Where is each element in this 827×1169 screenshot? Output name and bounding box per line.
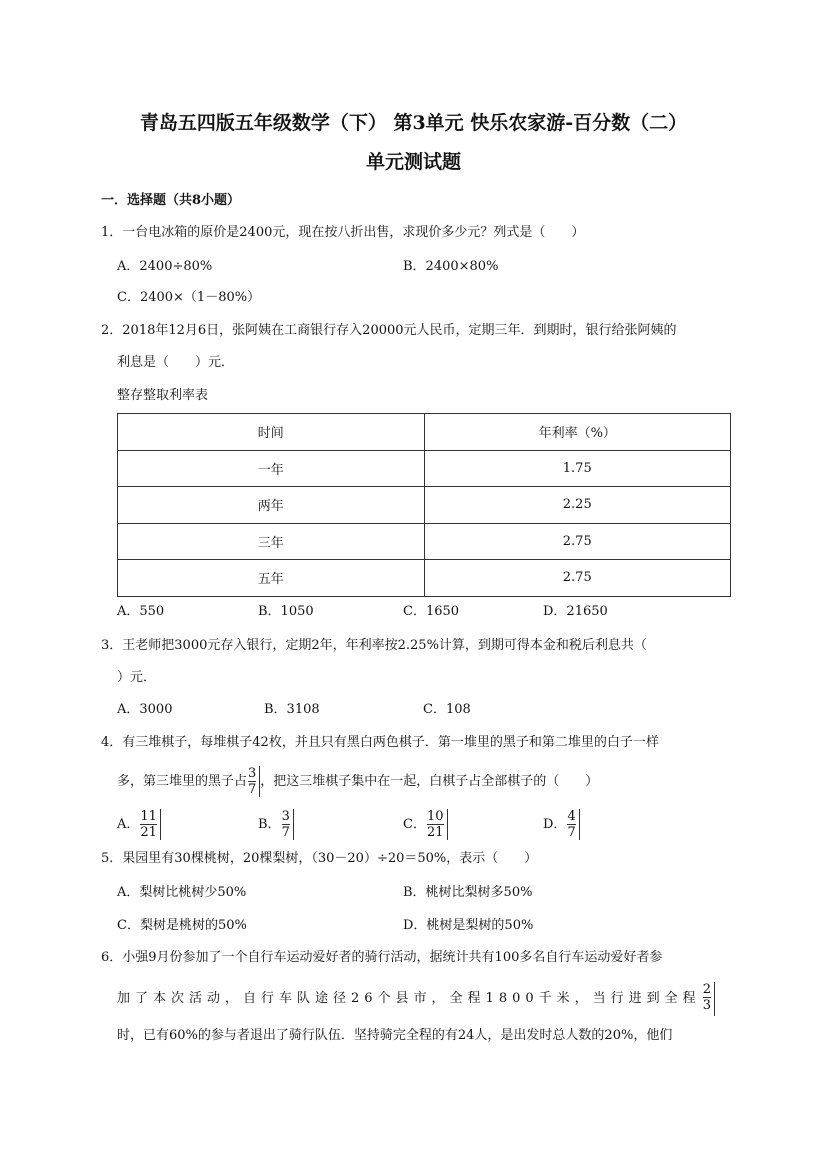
header-cell: 时间: [118, 414, 425, 451]
denominator: 3: [702, 998, 711, 1013]
question-text: 2018年12月6日，张阿姨在工商银行存入20000元人民币，定期三年．到期时，银行给张阿姨的: [122, 323, 677, 338]
rate-cell: 1.75: [424, 450, 731, 487]
question-text-cont: [117, 982, 715, 1016]
numerator: 4: [567, 809, 576, 824]
option-c[interactable]: C．2400×（1－80%）: [117, 290, 261, 305]
table-row: [118, 523, 731, 560]
question-5: [101, 850, 537, 868]
denominator: 7: [281, 825, 290, 840]
question-text: 有三堆棋子，每堆棋子42枚，并且只有黑白两色棋子．第一堆里的黑子和第二堆里的白子一样: [122, 735, 659, 750]
question-text: 一台电冰箱的原价是2400元，现在按八折出售，求现价多少元？列式是（ ）: [122, 225, 585, 240]
fraction: [702, 982, 715, 1016]
question-4: [101, 734, 659, 752]
question-number: 6．: [101, 950, 123, 965]
option-b[interactable]: B．2400×80%: [403, 259, 499, 274]
numerator: 2: [702, 982, 711, 997]
numerator: 3: [248, 766, 257, 781]
fraction: [566, 809, 579, 840]
table-row: [118, 487, 731, 524]
text-segment: 加了本次活动，自行车队途径26个县市，全程1800千米，当行进到全程: [117, 991, 701, 1006]
fraction: [281, 809, 294, 840]
denominator: 7: [248, 782, 257, 797]
option-c[interactable]: C．1650: [403, 604, 460, 619]
option-a[interactable]: A．3000: [117, 702, 173, 717]
question-text: 王老师把3000元存入银行，定期2年，年利率按2.25%计算，到期可得本金和税后利息共（: [122, 638, 647, 653]
option-d[interactable]: D．桃树是梨树的50%: [403, 918, 534, 933]
interest-rate-table: [117, 413, 731, 597]
denominator: 21: [426, 825, 444, 840]
term-cell: 三年: [118, 523, 425, 560]
option-c[interactable]: C．梨树是桃树的50%: [117, 918, 247, 933]
question-text: 小强9月份参加了一个自行车运动爱好者的骑行活动，据统计共有100多名自行车运动爱好者参: [122, 950, 663, 965]
option-a[interactable]: [117, 808, 161, 842]
option-b[interactable]: B．1050: [258, 604, 314, 619]
numerator: 10: [426, 809, 444, 824]
option-d[interactable]: [543, 808, 580, 842]
option-d[interactable]: D．21650: [543, 604, 608, 619]
term-cell: 两年: [118, 487, 425, 524]
fraction: [247, 766, 260, 797]
option-label: D．: [543, 817, 567, 832]
rate-cell: 2.75: [424, 560, 731, 597]
numerator: 3: [281, 809, 290, 824]
rate-cell: 2.25: [424, 487, 731, 524]
text-segment: 多，第三堆里的黑子占: [117, 774, 248, 789]
question-number: 2．: [101, 323, 123, 338]
doc-subtitle: 单元测试题: [365, 151, 461, 173]
question-text-cont: 时，已有60%的参与者退出了骑行队伍．坚持骑完全程的有24人，是出发时总人数的20%，他们: [117, 1028, 673, 1043]
question-6: [101, 949, 662, 967]
text-segment: ，把这三堆棋子集中在一起，白棋子占全部棋子的（ ）: [260, 774, 599, 789]
table-header-row: [118, 414, 731, 451]
denominator: 7: [567, 825, 576, 840]
option-label: C．: [403, 817, 426, 832]
option-label: A．: [117, 817, 140, 832]
fraction: [139, 809, 161, 840]
fraction: [426, 809, 448, 840]
question-text: 果园里有30棵桃树，20棵梨树，（30－20）÷20＝50%，表示（ ）: [122, 851, 538, 866]
option-c[interactable]: C．108: [423, 702, 471, 717]
question-2: [101, 322, 677, 340]
question-text-cont: ）元．: [117, 670, 157, 685]
table-row: [118, 560, 731, 597]
doc-title: 青岛五四版五年级数学（下） 第3单元 快乐农家游-百分数（二）: [139, 112, 688, 134]
option-label: B．: [258, 817, 281, 832]
question-number: 4．: [101, 735, 123, 750]
option-c[interactable]: [403, 808, 448, 842]
question-number: 1．: [101, 225, 123, 240]
question-number: 5．: [101, 851, 123, 866]
section-heading: 一．选择题（共8小题）: [101, 193, 241, 208]
question-text-cont: 利息是（ ）元．: [117, 355, 235, 370]
table-caption: 整存整取利率表: [117, 388, 209, 403]
term-cell: 一年: [118, 450, 425, 487]
option-a[interactable]: A．2400÷80%: [117, 259, 213, 274]
question-3: [101, 637, 647, 655]
table-row: [118, 450, 731, 487]
denominator: 21: [140, 825, 157, 840]
header-cell: 年利率（%）: [424, 414, 731, 451]
option-a[interactable]: A．550: [117, 604, 165, 619]
question-number: 3．: [101, 638, 123, 653]
option-b[interactable]: [258, 808, 294, 842]
numerator: 11: [140, 809, 157, 824]
option-a[interactable]: A．梨树比桃树少50%: [117, 885, 247, 900]
option-b[interactable]: B．桃树比梨树多50%: [403, 885, 533, 900]
term-cell: 五年: [118, 560, 425, 597]
option-b[interactable]: B．3108: [264, 702, 320, 717]
question-text-cont: [117, 765, 598, 799]
question-1: [101, 224, 584, 242]
rate-cell: 2.75: [424, 523, 731, 560]
